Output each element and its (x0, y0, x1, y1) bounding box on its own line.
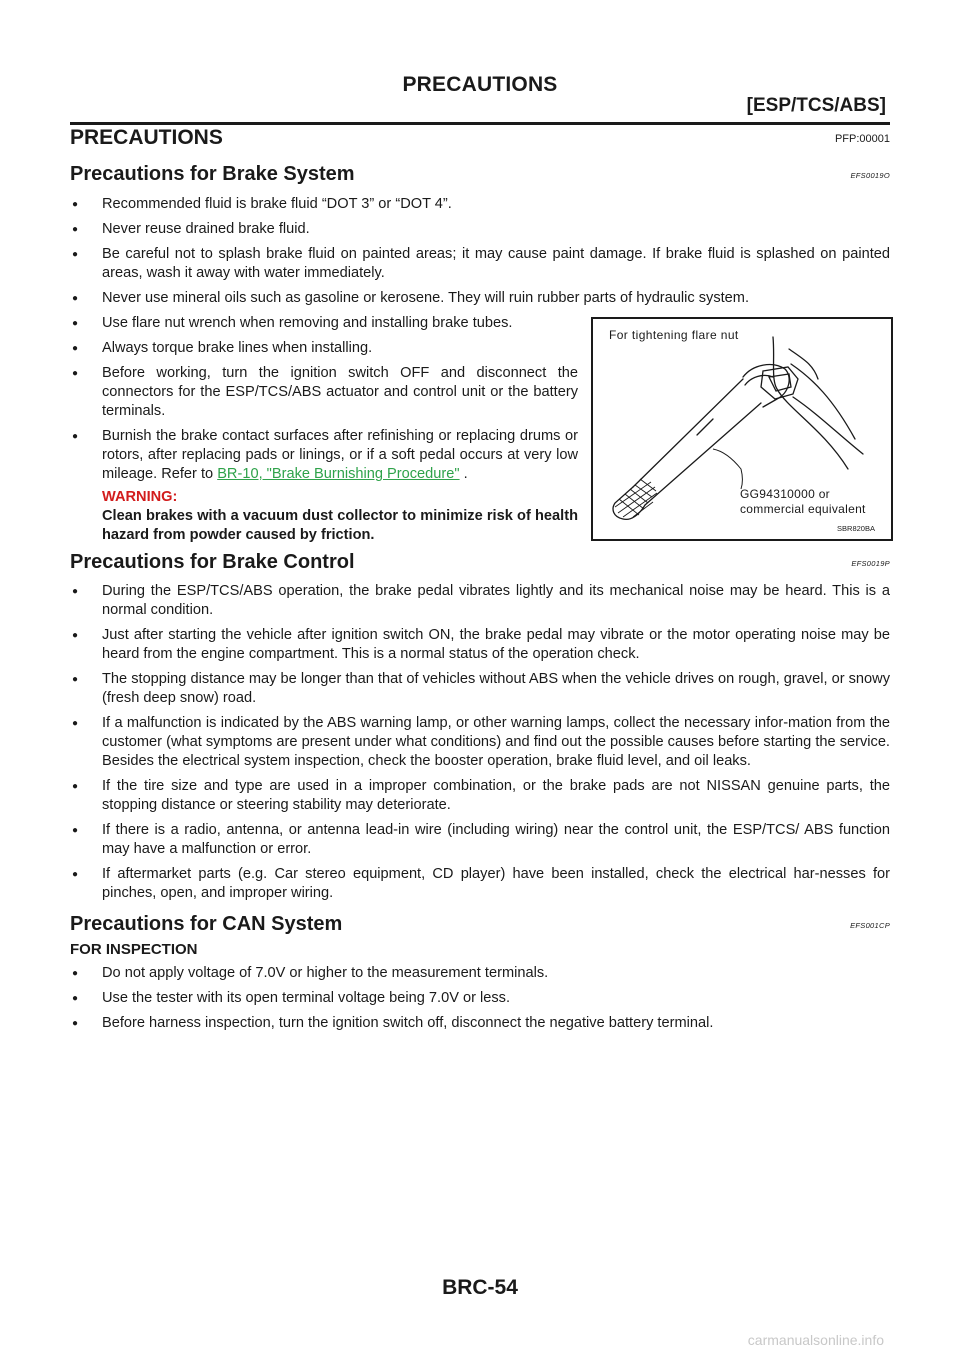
list-item: ● Do not apply voltage of 7.0V or higher to the measurement terminals. (70, 964, 890, 983)
list-item: ● If the tire size and type are used in a improper combination, or the brake pads are not NISSAN genuine parts, the stopping distance or steering stability may deteriorate. (70, 777, 890, 815)
bullet-icon (72, 865, 78, 884)
list-item: ● If a malfunction is indicated by the ABS warning lamp, or other warning lamps, collect the necessary infor-mation from the customer (what symptoms are present under what conditions) and find out the possible causes before starting the service. Besides the electrical system inspection, check the booster operation, brake fluid level, and oil leaks. (70, 714, 890, 771)
main-heading: PRECAUTIONS (70, 126, 223, 149)
figure-code: SBR820BA (837, 524, 875, 533)
page-number: BRC-54 (442, 1276, 518, 1299)
bullet-icon (72, 989, 78, 1008)
bullet-icon (72, 220, 78, 239)
bullet-icon (72, 582, 78, 601)
section-code: EFS0019O (850, 171, 890, 180)
list-item: ● Use the tester with its open terminal voltage being 7.0V or less. (70, 989, 890, 1008)
bullet-icon (72, 195, 78, 214)
list-item: ● Use flare nut wrench when removing and installing brake tubes. (70, 314, 578, 333)
bullet-icon (72, 1014, 78, 1033)
section-heading-brake-control (70, 547, 890, 579)
bullet-icon (72, 289, 78, 308)
warning-label: WARNING: (102, 489, 178, 505)
tool-number: GG94310000 or (740, 487, 830, 501)
list-item: ● The stopping distance may be longer than that of vehicles without ABS when the vehicle drives on rough, gravel, or snowy (fresh deep snow) road. (70, 670, 890, 708)
list-item: ● If there is a radio, antenna, or antenna lead-in wire (including wiring) near the control unit, the ESP/TCS/ ABS function may have a malfunction or error. (70, 821, 890, 859)
list-item: ● Just after starting the vehicle after ignition switch ON, the brake pedal may vibrate or the motor operating noise may be heard from the engine compartment. This is a normal status of the operation check. (70, 626, 890, 664)
list-item: ● Burnish the brake contact surfaces after refinishing or replacing drums or rotors, after replacing pads or linings, or if a soft pedal occurs at very low mileage. Refer to BR-10, "Brake Burnishing Procedure" . (70, 427, 578, 484)
main-heading-row (70, 126, 890, 159)
tool-equivalent: commercial equivalent (740, 502, 866, 516)
list-item: ● If aftermarket parts (e.g. Car stereo equipment, CD player) have been installed, check the electrical har-nesses for pinches, open, and improper wiring. (70, 865, 890, 903)
page-content (70, 126, 890, 1039)
section-code: EFS0019P (851, 559, 890, 568)
brake-system-split (70, 314, 890, 545)
figure-caption-top: For tightening flare nut (609, 328, 739, 342)
bullet-icon (72, 245, 78, 264)
figure-caption-tool (740, 487, 866, 517)
section-title: Precautions for CAN System (70, 913, 343, 935)
section-title: Precautions for Brake Control (70, 551, 355, 573)
list-item: ● Never reuse drained brake fluid. (70, 220, 890, 239)
bullet-icon (72, 714, 78, 733)
list-item: ● During the ESP/TCS/ABS operation, the brake pedal vibrates lightly and its mechanical noise may be heard. This is a normal condition. (70, 582, 890, 620)
list-item: ● Always torque brake lines when installing. (70, 339, 578, 358)
bullet-icon (72, 670, 78, 689)
bullet-icon (72, 821, 78, 840)
bullet-icon (72, 364, 78, 383)
section-heading-brake-system (70, 159, 890, 191)
bullet-icon (72, 314, 78, 333)
section-heading-can-system (70, 909, 890, 941)
part-code: PFP:00001 (834, 133, 890, 145)
list-item: ● Before harness inspection, turn the ignition switch off, disconnect the negative battery terminal. (70, 1014, 890, 1033)
bullet-icon (72, 339, 78, 358)
header-divider (70, 122, 890, 125)
list-item: ● Be careful not to splash brake fluid on painted areas; it may cause paint damage. If brake fluid is splashed on painted areas, wash it away with water immediately. (70, 245, 890, 283)
page-header-title: PRECAUTIONS (402, 73, 558, 96)
section-code: EFS001CP (850, 921, 890, 930)
list-item: ● Recommended fluid is brake fluid “DOT 3” or “DOT 4”. (70, 195, 890, 214)
subheading-for-inspection: FOR INSPECTION (70, 941, 198, 958)
flare-nut-wrench-figure (591, 317, 893, 541)
split-text-column (70, 314, 578, 545)
bullet-icon (72, 626, 78, 645)
page-header-section: [ESP/TCS/ABS] (746, 95, 886, 116)
section-title: Precautions for Brake System (70, 163, 355, 185)
bullet-icon (72, 964, 78, 983)
site-watermark: carmanualsonline.info (747, 1332, 884, 1348)
list-item: ● Never use mineral oils such as gasoline or kerosene. They will ruin rubber parts of hydraulic system. (70, 289, 890, 308)
list-item: ● Before working, turn the ignition switch OFF and disconnect the connectors for the ESP/TCS/ABS actuator and control unit or the battery terminals. (70, 364, 578, 421)
bullet-icon (72, 427, 78, 446)
warning-text: Clean brakes with a vacuum dust collector to minimize risk of health hazard from powder caused by friction. (102, 508, 578, 543)
burnish-procedure-link[interactable]: BR-10, "Brake Burnishing Procedure" (217, 466, 460, 482)
bullet-icon (72, 777, 78, 796)
